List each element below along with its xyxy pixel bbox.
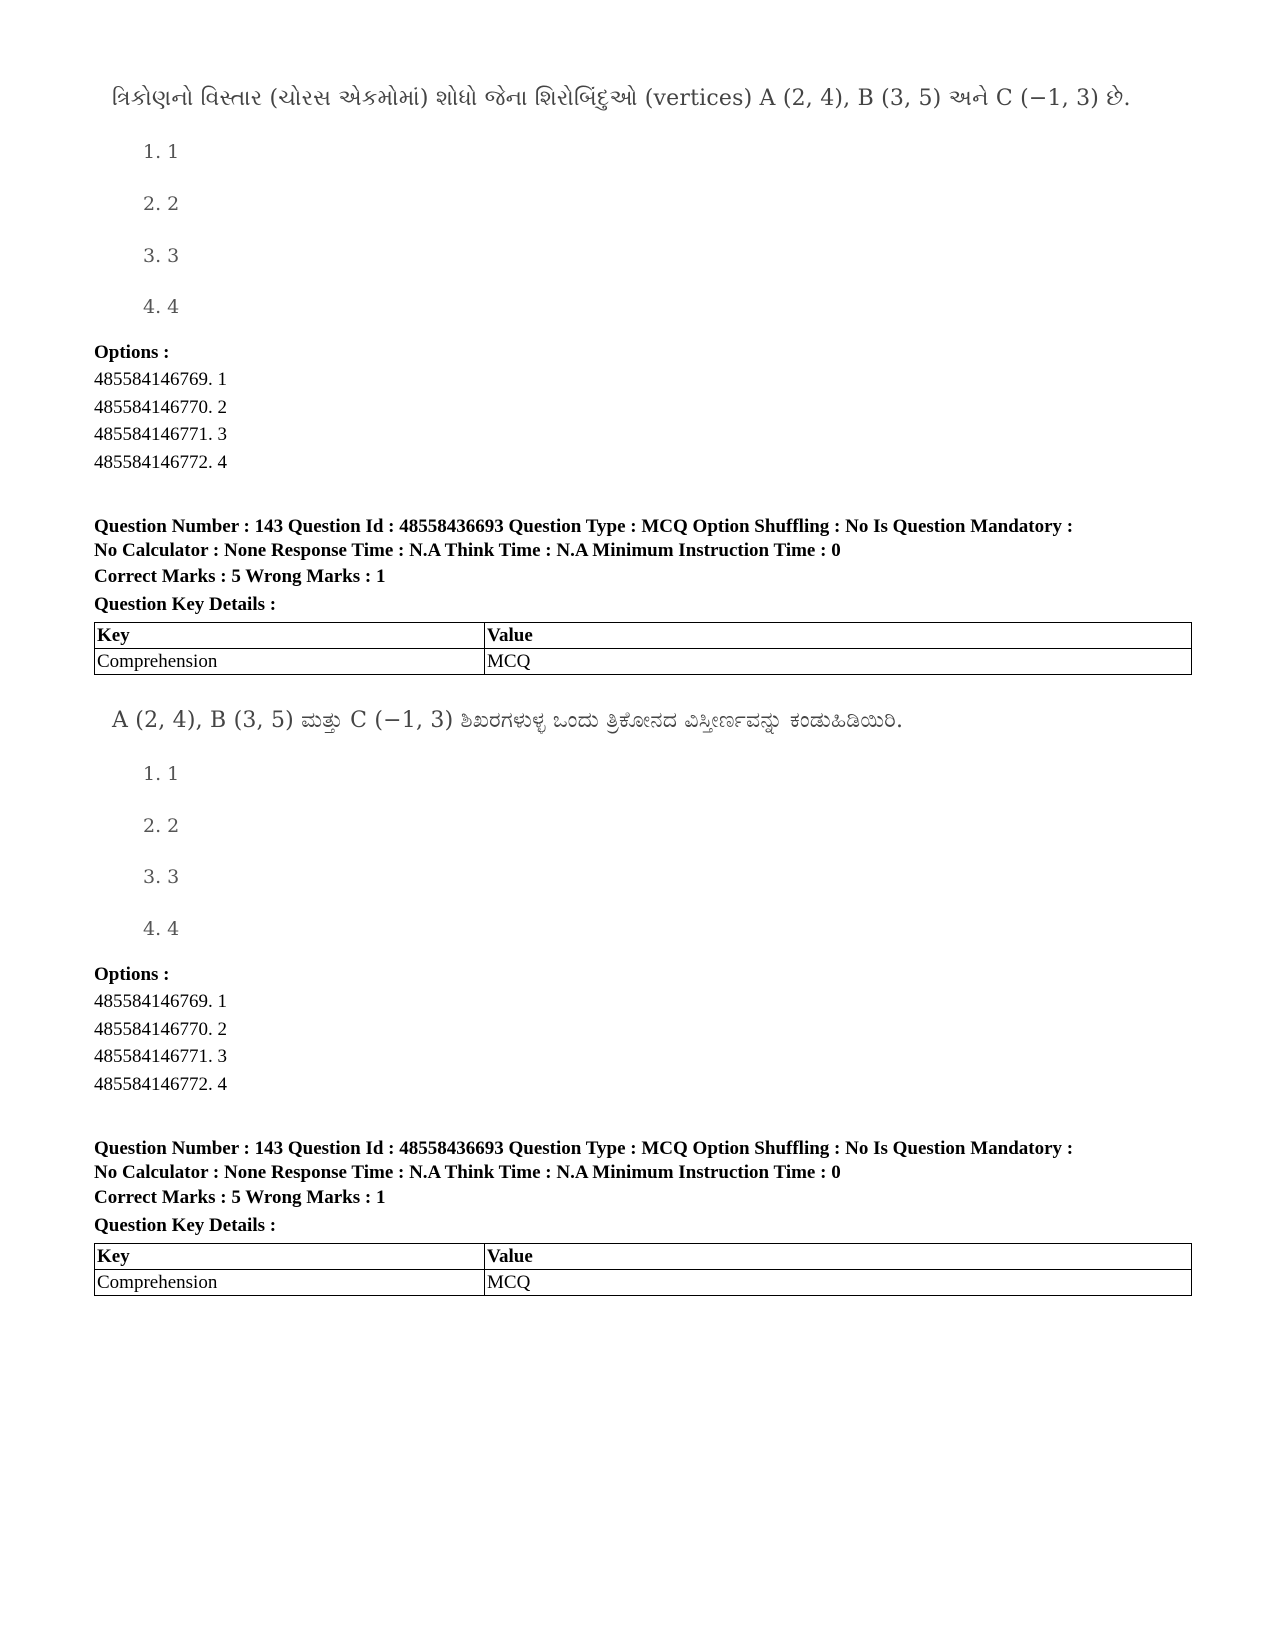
question-meta-line: No Calculator : None Response Time : N.A Think Time : N.A Minimum Instruction Time : 0 xyxy=(94,1162,841,1183)
choice-item: 3. 3 xyxy=(143,866,180,888)
options-label: Options : xyxy=(94,342,170,363)
table-cell: Comprehension xyxy=(95,649,485,675)
choice-item: 2. 2 xyxy=(143,193,180,215)
option-id-line: 485584146769. 1 xyxy=(94,991,227,1012)
option-id-line: 485584146772. 4 xyxy=(94,452,227,473)
option-id-line: 485584146771. 3 xyxy=(94,424,227,445)
key-details-table xyxy=(94,622,1192,675)
choice-item: 2. 2 xyxy=(143,815,180,837)
table-row xyxy=(95,649,1192,675)
table-header-cell: Value xyxy=(485,623,1192,649)
key-details-label: Question Key Details : xyxy=(94,1215,277,1236)
key-details-table xyxy=(94,1243,1192,1296)
question-meta-line: No Calculator : None Response Time : N.A Think Time : N.A Minimum Instruction Time : 0 xyxy=(94,540,841,561)
choice-item: 1. 1 xyxy=(143,763,180,785)
table-cell: Comprehension xyxy=(95,1270,485,1296)
table-header-cell: Key xyxy=(95,623,485,649)
question-meta xyxy=(94,515,1204,563)
option-id-line: 485584146770. 2 xyxy=(94,397,227,418)
marks-line: Correct Marks : 5 Wrong Marks : 1 xyxy=(94,1187,386,1208)
option-id-line: 485584146770. 2 xyxy=(94,1019,227,1040)
table-header-cell: Key xyxy=(95,1244,485,1270)
option-id-line: 485584146769. 1 xyxy=(94,369,227,390)
option-id-line: 485584146771. 3 xyxy=(94,1046,227,1067)
question-text-image: ત્રિકોણનો વિસ્તાર (ચોરસ એકમોમાં) શોધો જેના શિરોબિંદુઓ (vertices) A (2, 4), B (3, 5) અને C (−1, 3) છે. xyxy=(112,86,1131,111)
question-meta xyxy=(94,1137,1204,1185)
question-meta-line: Question Number : 143 Question Id : 48558436693 Question Type : MCQ Option Shuffling : No Is Question Mandatory : xyxy=(94,516,1074,537)
choice-item: 3. 3 xyxy=(143,245,180,267)
table-row xyxy=(95,1270,1192,1296)
options-label: Options : xyxy=(94,964,170,985)
question-text-image: A (2, 4), B (3, 5) ಮತ್ತು C (−1, 3) ಶಿಖರಗಳುಳ್ಳ ಒಂದು ತ್ರಿಕೋನದ ವಿಸ್ತೀರ್ಣವನ್ನು ಕಂಡುಹಿಡಿಯಿರಿ. xyxy=(112,708,904,733)
question-meta-line: Question Number : 143 Question Id : 48558436693 Question Type : MCQ Option Shuffling : No Is Question Mandatory : xyxy=(94,1138,1074,1159)
choice-item: 4. 4 xyxy=(143,296,180,318)
table-cell: MCQ xyxy=(485,1270,1192,1296)
table-header-cell: Value xyxy=(485,1244,1192,1270)
choice-item: 1. 1 xyxy=(143,141,180,163)
table-cell: MCQ xyxy=(485,649,1192,675)
choice-item: 4. 4 xyxy=(143,918,180,940)
key-details-label: Question Key Details : xyxy=(94,594,277,615)
table-header-row xyxy=(95,623,1192,649)
marks-line: Correct Marks : 5 Wrong Marks : 1 xyxy=(94,566,386,587)
option-id-line: 485584146772. 4 xyxy=(94,1074,227,1095)
table-header-row xyxy=(95,1244,1192,1270)
